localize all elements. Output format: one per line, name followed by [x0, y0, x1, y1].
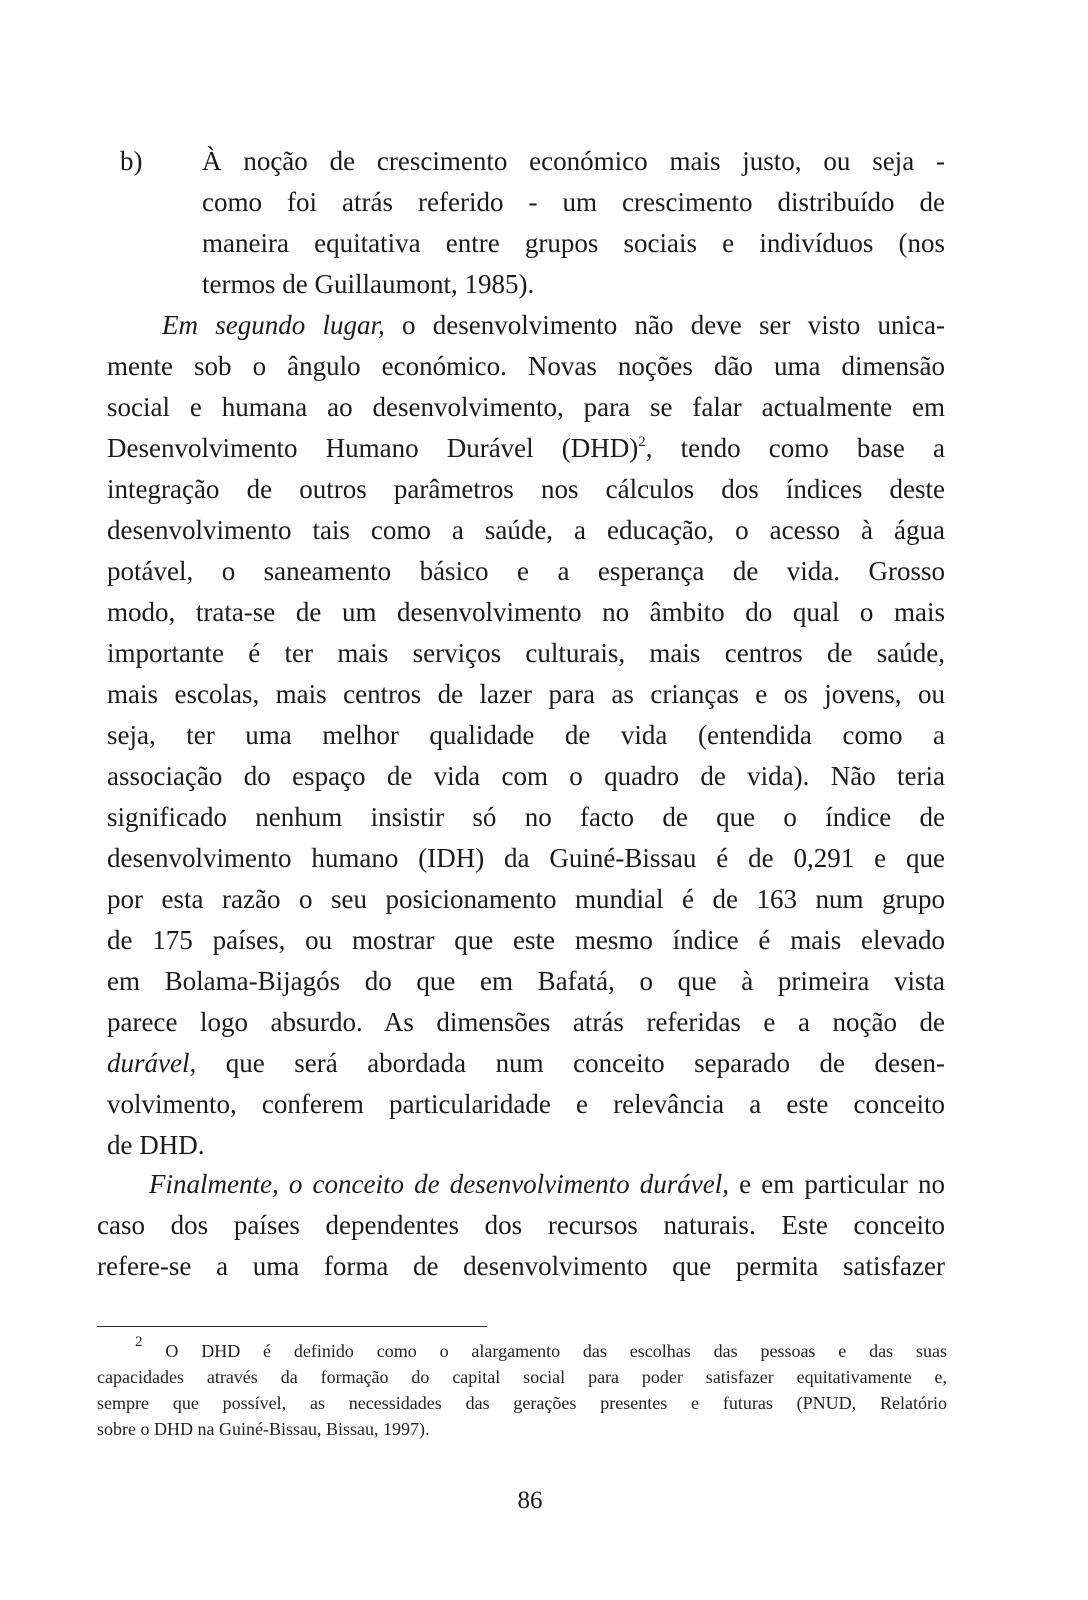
text-line: integração de outros parâmetros nos cálculos dos índices deste: [107, 474, 945, 504]
text-line: em Bolama-Bijagós do que em Bafatá, o que à primeira vista: [107, 966, 945, 996]
text-line: sobre o DHD na Guiné-Bissau, Bissau, 1997).: [97, 1419, 430, 1439]
text-run: , tendo como base a: [645, 433, 945, 463]
text-line: modo, trata-se de um desenvolvimento no âmbito do qual o mais: [107, 597, 945, 627]
text-line: [107, 1043, 945, 1084]
text-line: social e humana ao desenvolvimento, para se falar actualmente em: [107, 392, 945, 422]
text-line: [97, 1334, 947, 1364]
footnote: [97, 1334, 947, 1442]
text-line: sempre que possível, as necessidades das gerações presentes e futuras (PNUD, Relatório: [97, 1393, 947, 1413]
text-line: associação do espaço de vida com o quadro de vida). Não teria: [107, 761, 945, 791]
italic-lead: Em segundo lugar,: [162, 310, 385, 340]
paragraph: [107, 305, 945, 1166]
paragraph: [97, 1164, 945, 1287]
text-line: seja, ter uma melhor qualidade de vida (entendida como a: [107, 720, 945, 750]
text-line: potável, o saneamento básico e a esperança de vida. Grosso: [107, 556, 945, 586]
text-line: maneira equitativa entre grupos sociais e indivíduos (nos: [202, 228, 945, 258]
text-line: termos de Guillaumont, 1985).: [202, 269, 535, 299]
text-run: que será abordada num conceito separado de desen-: [196, 1048, 945, 1078]
page-number: 86: [517, 1487, 543, 1514]
text-line: [107, 305, 945, 346]
list-marker: b): [120, 146, 143, 176]
italic-lead: Finalmente, o conceito de desenvolvimento durável,: [149, 1169, 730, 1199]
text-line: desenvolvimento humano (IDH) da Guiné-Bissau é de 0,291 e que: [107, 843, 945, 873]
text-line: mente sob o ângulo económico. Novas noções dão uma dimensão: [107, 351, 945, 381]
text-line: desenvolvimento tais como a saúde, a educação, o acesso à água: [107, 515, 945, 545]
text-line: de DHD.: [107, 1130, 205, 1160]
list-item-b: [107, 141, 945, 305]
footnote-reference: 2: [638, 434, 646, 450]
text-line: [107, 428, 945, 469]
text-line: mais escolas, mais centros de lazer para as crianças e os jovens, ou: [107, 679, 945, 709]
text-line: capacidades através da formação do capital social para poder satisfazer equitativamente e,: [97, 1367, 947, 1387]
text-line: por esta razão o seu posicionamento mundial é de 163 num grupo: [107, 884, 945, 914]
text-line: de 175 países, ou mostrar que este mesmo índice é mais elevado: [107, 925, 945, 955]
text-run: Desenvolvimento Humano Durável (DHD): [107, 433, 639, 463]
list-item-text: [202, 141, 945, 305]
text-line: volvimento, conferem particularidade e relevância a este conceito: [107, 1089, 945, 1119]
text-line: À noção de crescimento económico mais justo, ou seja -: [202, 146, 945, 176]
text-line: refere-se a uma forma de desenvolvimento que permita satisfazer: [97, 1251, 945, 1281]
footnote-separator: [97, 1326, 487, 1327]
italic-term: durável,: [107, 1048, 197, 1078]
text-line: significado nenhum insistir só no facto de que o índice de: [107, 802, 945, 832]
text-run: O DHD é definido como o alargamento das escolhas das pessoas e das suas: [142, 1341, 947, 1361]
text-run: e em particular no: [729, 1169, 945, 1199]
footnote-number: 2: [135, 1334, 143, 1350]
text-line: caso dos países dependentes dos recursos naturais. Este conceito: [97, 1210, 945, 1240]
text-line: importante é ter mais serviços culturais, mais centros de saúde,: [107, 638, 945, 668]
text-line: como foi atrás referido - um crescimento distribuído de: [202, 187, 945, 217]
text-line: [97, 1164, 945, 1205]
text-run: o desenvolvimento não deve ser visto unica-: [384, 310, 945, 340]
text-line: parece logo absurdo. As dimensões atrás referidas e a noção de: [107, 1007, 945, 1037]
